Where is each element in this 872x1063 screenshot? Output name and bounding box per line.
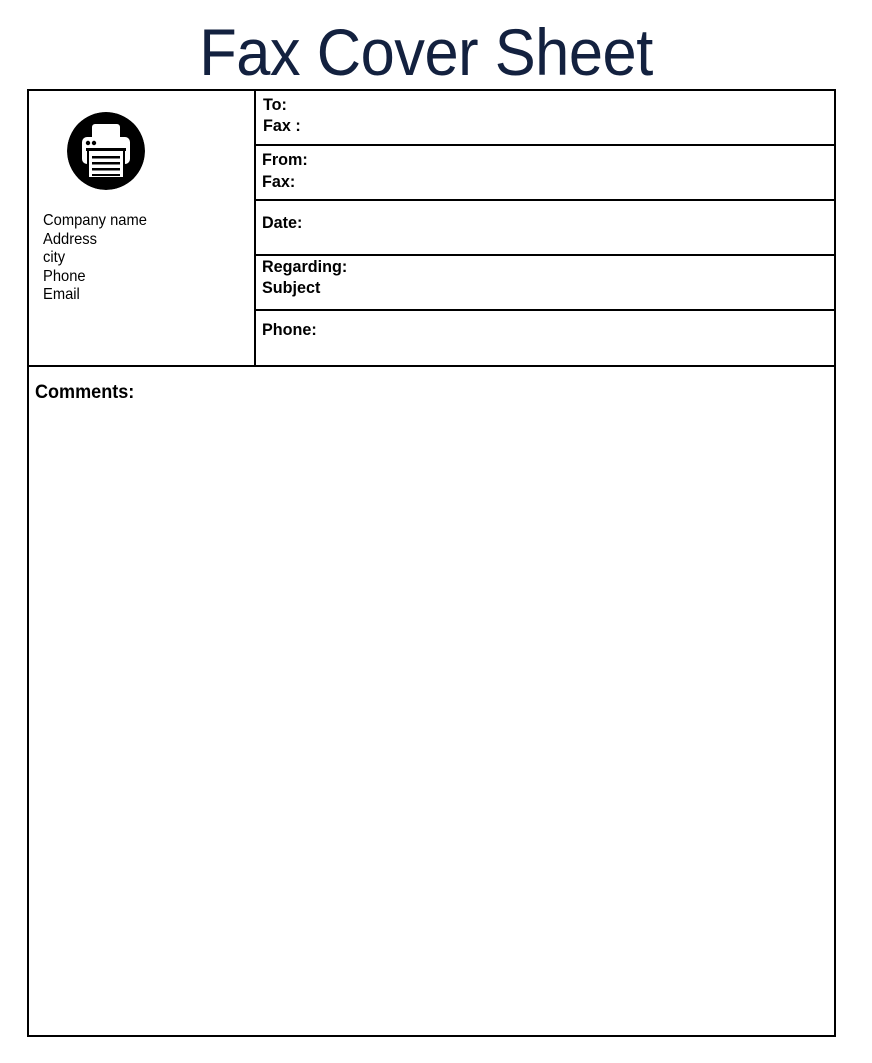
to-fax-label: Fax : <box>263 116 301 135</box>
phone-label: Phone: <box>262 320 317 339</box>
company-address: Address <box>43 230 98 248</box>
regarding-field[interactable] <box>256 256 834 311</box>
company-city: city <box>43 249 66 266</box>
from-fax-label: Fax: <box>262 172 296 191</box>
phone-field[interactable] <box>256 311 834 365</box>
from-field[interactable] <box>256 146 834 201</box>
page-title: Fax Cover Sheet <box>199 15 653 89</box>
sender-panel <box>29 91 256 365</box>
company-email: Email <box>43 286 80 303</box>
company-info <box>43 212 243 305</box>
recipient-fields <box>256 91 834 365</box>
to-field[interactable] <box>256 91 834 146</box>
company-phone: Phone <box>43 267 86 285</box>
regarding-label: Regarding: <box>262 257 348 276</box>
date-label: Date: <box>262 213 303 232</box>
fax-form <box>27 89 836 1037</box>
subject-label: Subject <box>262 278 321 297</box>
to-label: To: <box>263 95 287 114</box>
comments-area[interactable] <box>29 365 834 1037</box>
date-field[interactable] <box>256 201 834 256</box>
comments-label: Comments: <box>35 382 135 403</box>
company-name: Company name <box>43 212 147 229</box>
printer-icon <box>67 112 145 190</box>
from-label: From: <box>262 150 308 169</box>
